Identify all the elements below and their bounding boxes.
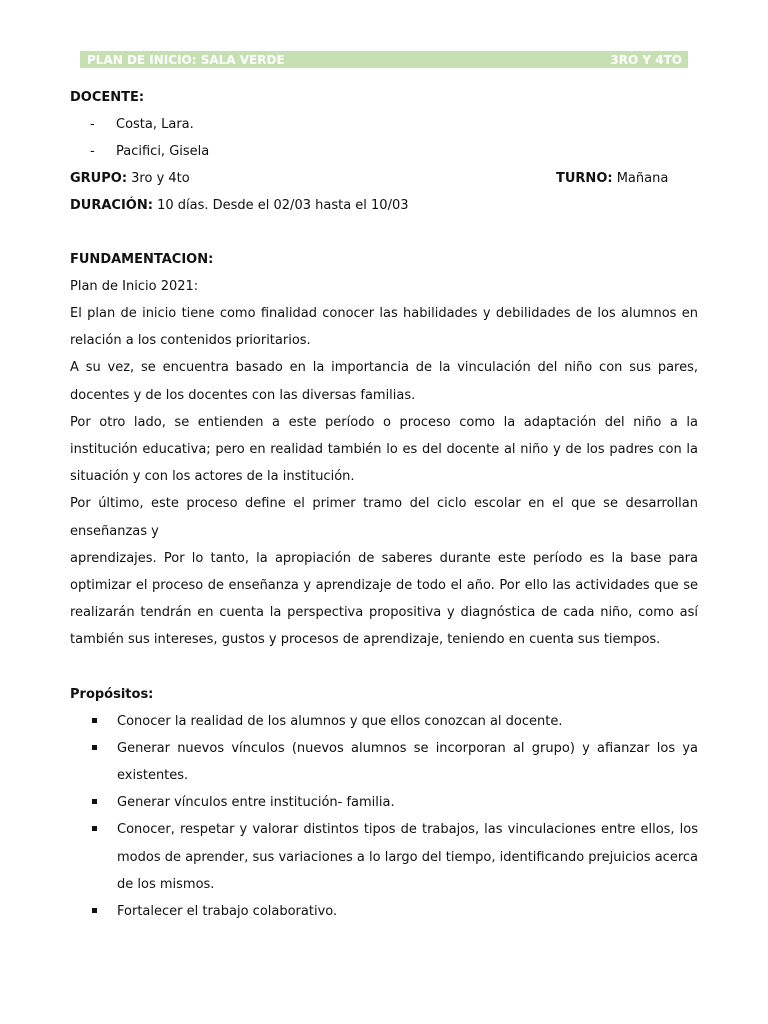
list-item: Fortalecer el trabajo colaborativo.: [70, 898, 698, 925]
header-grade: 3RO Y 4TO: [610, 52, 682, 67]
docente-item: [70, 138, 698, 165]
docente-name: Costa, Lara.: [116, 117, 194, 132]
list-item: Conocer la realidad de los alumnos y que ellos conozcan al docente.: [70, 708, 698, 735]
square-bullet-icon: [92, 745, 97, 750]
paragraph: Por último, este proceso define el primer tramo del ciclo escolar en el que se desarrollan enseñanzas y: [70, 496, 698, 539]
paragraph: aprendizajes. Por lo tanto, la apropiación de saberes durante este período es la base para optimizar el proceso de enseñanza y aprendizaje de todo el año. Por ello las actividades que se realizarán tendrán en cuenta la perspectiva propositiva y diagnóstica de cada niño, como así también sus intereses, gustos y procesos de aprendizaje, teniendo en cuenta sus tiempos.: [70, 550, 698, 648]
square-bullet-icon: [92, 799, 97, 804]
docente-label: DOCENTE:: [70, 90, 145, 105]
square-bullet-icon: [92, 826, 97, 831]
docente-name: Pacifici, Gisela: [116, 144, 210, 159]
paragraph: A su vez, se encuentra basado en la importancia de la vinculación del niño con sus pares, docentes y de los docentes con las diversas familias.: [70, 360, 698, 403]
grupo-turno-row: [70, 165, 698, 192]
square-bullet-icon: [92, 908, 97, 913]
header-title: PLAN DE INICIO: SALA VERDE: [87, 52, 285, 67]
dash-marker: -: [90, 144, 95, 159]
turno-field: [556, 165, 698, 192]
duracion-value: 10 días. Desde el 02/03 hasta el 10/03: [152, 198, 409, 213]
grupo-value: 3ro y 4to: [127, 171, 190, 186]
grupo-label: GRUPO:: [70, 171, 128, 186]
square-bullet-icon: [92, 718, 97, 723]
list-item: Generar nuevos vínculos (nuevos alumnos se incorporan al grupo) y afianzar los ya existentes.: [70, 735, 698, 789]
list-item: Generar vínculos entre institución- familia.: [70, 789, 698, 816]
document-body: [70, 84, 698, 925]
turno-value: Mañana: [612, 171, 669, 186]
paragraph: Por otro lado, se entienden a este período o proceso como la adaptación del niño a la institución educativa; pero en realidad también lo es del docente al niño y de los padres con la situación y con los actores de la institución.: [70, 414, 698, 485]
turno-label: TURNO:: [556, 171, 613, 186]
propositos-list: [70, 708, 698, 926]
fundamentacion-subtitle: Plan de Inicio 2021:: [70, 279, 199, 294]
header-banner: [80, 51, 688, 68]
dash-marker: -: [90, 117, 95, 132]
fundamentacion-heading: FUNDAMENTACION:: [70, 252, 214, 267]
duracion-field: [70, 192, 698, 219]
list-item: Conocer, respetar y valorar distintos tipos de trabajos, las vinculaciones entre ellos, los modos de aprender, sus variaciones a lo largo del tiempo, identificando prejuicios acerca de los mismos.: [70, 816, 698, 898]
grupo-field: [70, 165, 190, 192]
fundamentacion-text: [70, 300, 698, 654]
propositos-heading: Propósitos:: [70, 686, 154, 702]
duracion-label: DURACIÓN:: [70, 198, 153, 213]
paragraph: El plan de inicio tiene como finalidad conocer las habilidades y debilidades de los alumnos en relación a los contenidos prioritarios.: [70, 306, 698, 349]
docente-item: [70, 111, 698, 138]
